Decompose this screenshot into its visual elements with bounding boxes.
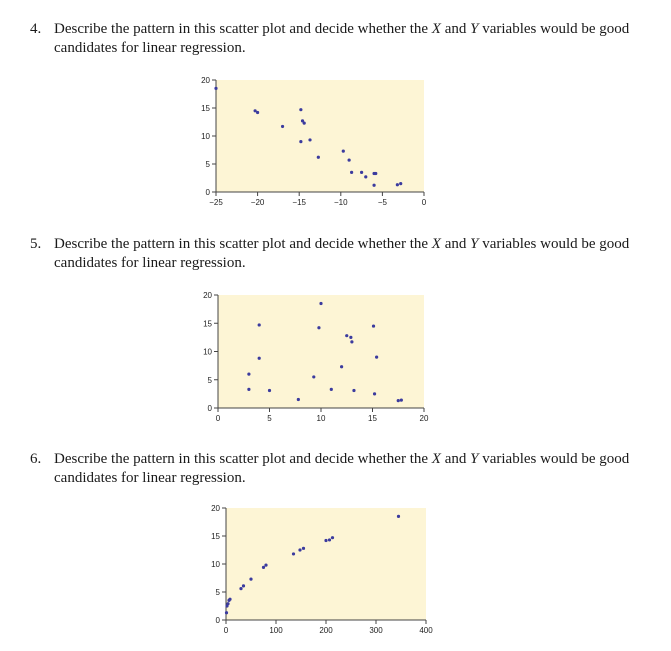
data-point xyxy=(350,171,353,174)
x-tick-label: 20 xyxy=(419,414,429,423)
x-tick-label: −5 xyxy=(377,198,387,207)
data-point xyxy=(364,175,367,178)
data-point xyxy=(298,548,301,551)
data-point xyxy=(214,87,217,90)
data-point xyxy=(247,388,250,391)
problem-text: Describe the pattern in this scatter plot and decide whether the X and Y variables would be good candidates for linear regression. xyxy=(54,21,630,56)
variable-x: X xyxy=(431,21,441,37)
data-point xyxy=(373,392,376,395)
problem-text: Describe the pattern in this scatter plot and decide whether the X and Y variables would be good candidates for linear regression. xyxy=(54,451,630,486)
data-point xyxy=(352,389,355,392)
data-point xyxy=(330,388,333,391)
y-tick-label: 10 xyxy=(211,560,220,569)
data-point xyxy=(399,182,402,185)
scatter-plot-5 xyxy=(190,285,440,435)
x-tick-label: −25 xyxy=(209,198,223,207)
data-point xyxy=(350,340,353,343)
data-point xyxy=(372,324,375,327)
plot-area xyxy=(218,295,424,408)
y-tick-label: 0 xyxy=(205,188,210,197)
y-tick-label: 10 xyxy=(201,132,210,141)
data-point xyxy=(292,552,295,555)
x-tick-label: 0 xyxy=(421,198,427,207)
data-point xyxy=(302,547,305,550)
variable-y: Y xyxy=(470,236,479,252)
data-point xyxy=(397,515,400,518)
y-tick-label: 20 xyxy=(203,291,212,300)
y-tick-label: 0 xyxy=(215,616,220,625)
x-tick-label: 10 xyxy=(316,414,326,423)
data-point xyxy=(397,399,400,402)
y-tick-label: 20 xyxy=(201,76,210,85)
plot-area xyxy=(226,508,426,620)
data-point xyxy=(303,122,306,125)
problem-number: 6. xyxy=(30,451,42,467)
variable-y: Y xyxy=(470,21,479,37)
data-point xyxy=(396,183,399,186)
data-point xyxy=(360,171,363,174)
x-tick-label: 15 xyxy=(368,414,377,423)
data-point xyxy=(247,373,250,376)
data-point xyxy=(345,334,348,337)
data-point xyxy=(317,156,320,159)
x-tick-label: −10 xyxy=(334,198,348,207)
data-point xyxy=(258,357,261,360)
x-tick-label: 0 xyxy=(215,414,221,423)
y-tick-label: 5 xyxy=(205,160,210,169)
y-tick-label: 10 xyxy=(203,347,212,357)
data-point xyxy=(249,578,252,581)
problem-text: Describe the pattern in this scatter plot and decide whether the X and Y variables would be good candidates for linear regression. xyxy=(54,236,630,271)
data-point xyxy=(299,140,302,143)
x-tick-label: 300 xyxy=(369,626,383,635)
data-point xyxy=(226,602,229,605)
x-tick-label: 400 xyxy=(419,626,433,635)
data-point xyxy=(349,336,352,339)
data-point xyxy=(324,539,327,542)
data-point xyxy=(225,611,228,614)
data-point xyxy=(374,172,377,175)
data-point xyxy=(281,125,284,128)
data-point xyxy=(400,398,403,401)
y-tick-label: 5 xyxy=(207,375,212,385)
x-tick-label: 200 xyxy=(319,626,333,635)
data-point xyxy=(239,587,242,590)
variable-x: X xyxy=(431,236,441,252)
y-tick-label: 0 xyxy=(207,404,212,413)
y-tick-label: 5 xyxy=(215,588,220,597)
x-tick-label: −15 xyxy=(292,198,306,207)
data-point xyxy=(268,389,271,392)
x-tick-label: 0 xyxy=(223,626,229,635)
scatter-plot-4 xyxy=(190,70,440,220)
problem-number: 4. xyxy=(30,21,42,37)
x-tick-label: 5 xyxy=(267,414,272,423)
y-tick-label: 15 xyxy=(211,532,220,541)
data-point xyxy=(348,158,351,161)
data-point xyxy=(258,323,261,326)
data-point xyxy=(319,302,322,305)
data-point xyxy=(228,598,231,601)
data-point xyxy=(312,375,315,378)
data-point xyxy=(328,538,331,541)
data-point xyxy=(297,398,300,401)
data-point xyxy=(317,326,320,329)
variable-y: Y xyxy=(470,451,479,467)
data-point xyxy=(340,365,343,368)
problem-number: 5. xyxy=(30,236,42,252)
data-point xyxy=(331,536,334,539)
data-point xyxy=(256,111,259,114)
plot-area xyxy=(216,80,424,192)
x-tick-label: −20 xyxy=(250,198,265,207)
y-tick-label: 15 xyxy=(201,104,210,113)
data-point xyxy=(242,584,245,587)
data-point xyxy=(308,138,311,141)
data-point xyxy=(262,566,265,569)
data-point xyxy=(342,150,345,153)
data-point xyxy=(299,108,302,111)
x-tick-label: 100 xyxy=(269,626,283,635)
y-tick-label: 20 xyxy=(211,504,220,513)
y-tick-label: 15 xyxy=(203,319,212,329)
variable-x: X xyxy=(431,451,441,467)
data-point xyxy=(375,356,378,359)
data-point xyxy=(264,564,267,567)
scatter-plot-6 xyxy=(190,500,440,650)
data-point xyxy=(372,184,375,187)
